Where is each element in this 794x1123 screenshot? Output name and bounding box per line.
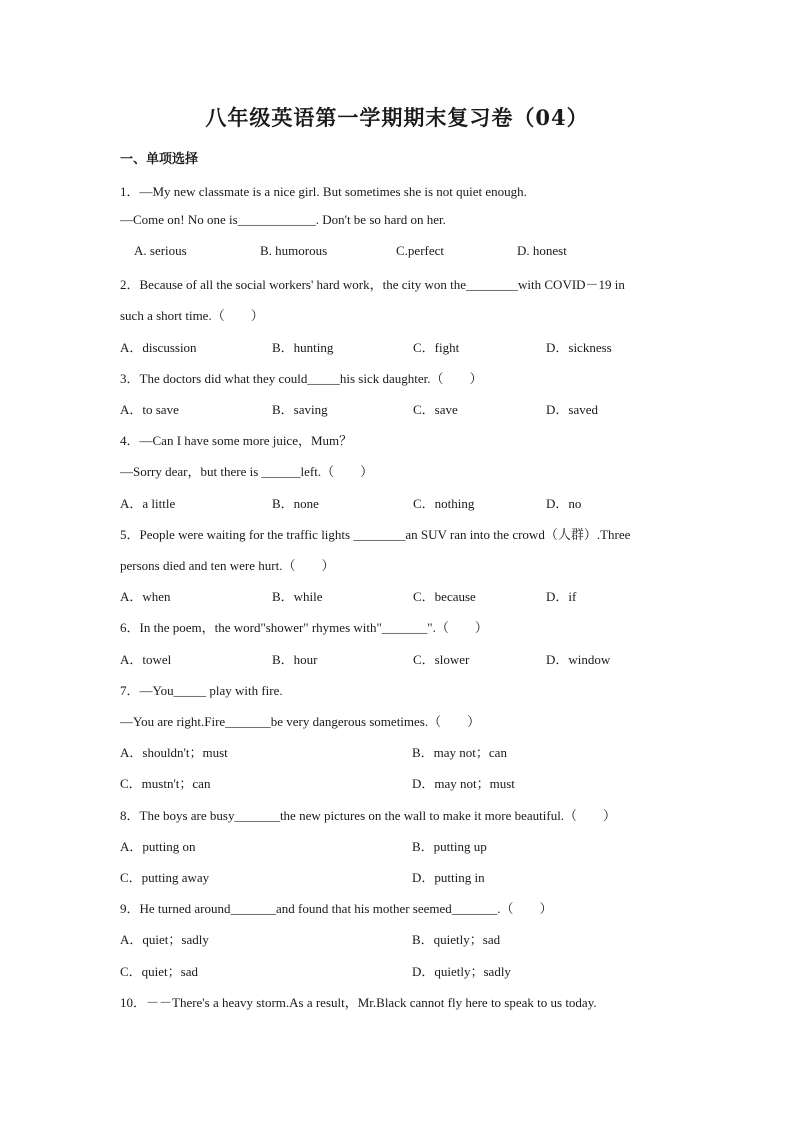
question-1-option-b[interactable]: B. humorous xyxy=(260,243,328,258)
question-6-option-a[interactable]: A．towel xyxy=(120,652,172,667)
question-3-option-d[interactable]: D．saved xyxy=(546,402,598,417)
question-1-stem: 1．—My new classmate is a nice girl. But sometimes she is not quiet enough. xyxy=(120,184,527,199)
question-9-option-d[interactable]: D．quietly；sadly xyxy=(412,964,511,979)
question-5-stem-cont: persons died and ten were hurt.（ ） xyxy=(120,558,335,573)
question-5-stem: 5．People were waiting for the traffic lights ________an SUV ran into the crowd（人群）.Three xyxy=(120,527,631,542)
question-3-stem: 3．The doctors did what they could_____his sick daughter.（ ） xyxy=(120,371,483,386)
question-2-option-b[interactable]: B．hunting xyxy=(272,340,334,355)
question-6-option-c[interactable]: C．slower xyxy=(413,652,470,667)
question-7-option-b[interactable]: B．may not；can xyxy=(412,745,507,760)
question-2-stem-cont: such a short time.（ ） xyxy=(120,308,264,323)
question-4-option-c[interactable]: C．nothing xyxy=(413,496,475,511)
question-3-option-c[interactable]: C．save xyxy=(413,402,458,417)
question-5-option-b[interactable]: B．while xyxy=(272,589,323,604)
question-8-option-c[interactable]: C．putting away xyxy=(120,870,210,885)
question-4-stem: 4．—Can I have some more juice，Mum？ xyxy=(120,433,353,448)
question-5-option-c[interactable]: C．because xyxy=(413,589,476,604)
question-9-option-a[interactable]: A．quiet；sadly xyxy=(120,932,209,947)
question-10-stem: 10．－－There's a heavy storm.As a result，Mr.Black cannot fly here to speak to us today. xyxy=(120,995,597,1010)
question-6-option-b[interactable]: B．hour xyxy=(272,652,318,667)
question-4-option-d[interactable]: D．no xyxy=(546,496,582,511)
question-9-option-b[interactable]: B．quietly；sad xyxy=(412,932,501,947)
question-6-stem: 6．In the poem，the word"shower" rhymes with"_______".（ ） xyxy=(120,620,488,635)
question-4-reply: —Sorry dear，but there is ______left.（ ） xyxy=(120,464,374,479)
question-1-option-c[interactable]: C.perfect xyxy=(396,243,445,258)
question-5-option-a[interactable]: A．when xyxy=(120,589,171,604)
question-3-option-a[interactable]: A．to save xyxy=(120,402,179,417)
question-7-option-c[interactable]: C．mustn't；can xyxy=(120,776,211,791)
question-9-option-c[interactable]: C．quiet；sad xyxy=(120,964,198,979)
question-3-option-b[interactable]: B．saving xyxy=(272,402,328,417)
question-7-stem: 7．—You_____ play with fire. xyxy=(120,683,283,698)
question-9-stem: 9．He turned around_______and found that his mother seemed_______.（ ） xyxy=(120,901,553,916)
question-8-option-a[interactable]: A．putting on xyxy=(120,839,196,854)
question-8-option-b[interactable]: B．putting up xyxy=(412,839,487,854)
question-5-option-d[interactable]: D．if xyxy=(546,589,577,604)
question-4-option-b[interactable]: B．none xyxy=(272,496,319,511)
question-2-stem: 2．Because of all the social workers' hard work，the city won the________with COVID－19 in xyxy=(120,277,625,292)
question-1-reply: —Come on! No one is____________. Don't be so hard on her. xyxy=(120,212,446,227)
question-7-option-d[interactable]: D．may not；must xyxy=(412,776,515,791)
question-8-stem: 8．The boys are busy_______the new pictures on the wall to make it more beautiful.（ ） xyxy=(120,808,617,823)
question-4-option-a[interactable]: A．a little xyxy=(120,496,176,511)
question-8-option-d[interactable]: D．putting in xyxy=(412,870,485,885)
question-7-reply: —You are right.Fire_______be very dangerous sometimes.（ ） xyxy=(120,714,481,729)
question-7-option-a[interactable]: A．shouldn't；must xyxy=(120,745,228,760)
question-2-option-a[interactable]: A．discussion xyxy=(120,340,197,355)
question-2-option-c[interactable]: C．fight xyxy=(413,340,460,355)
page-title: 八年级英语第一学期期末复习卷（04） xyxy=(205,105,589,130)
question-1-option-a[interactable]: A. serious xyxy=(134,243,187,258)
question-2-option-d[interactable]: D．sickness xyxy=(546,340,612,355)
question-1-option-d[interactable]: D. honest xyxy=(517,243,567,258)
question-6-option-d[interactable]: D．window xyxy=(546,652,611,667)
section-heading: 一、单项选择 xyxy=(120,152,199,167)
